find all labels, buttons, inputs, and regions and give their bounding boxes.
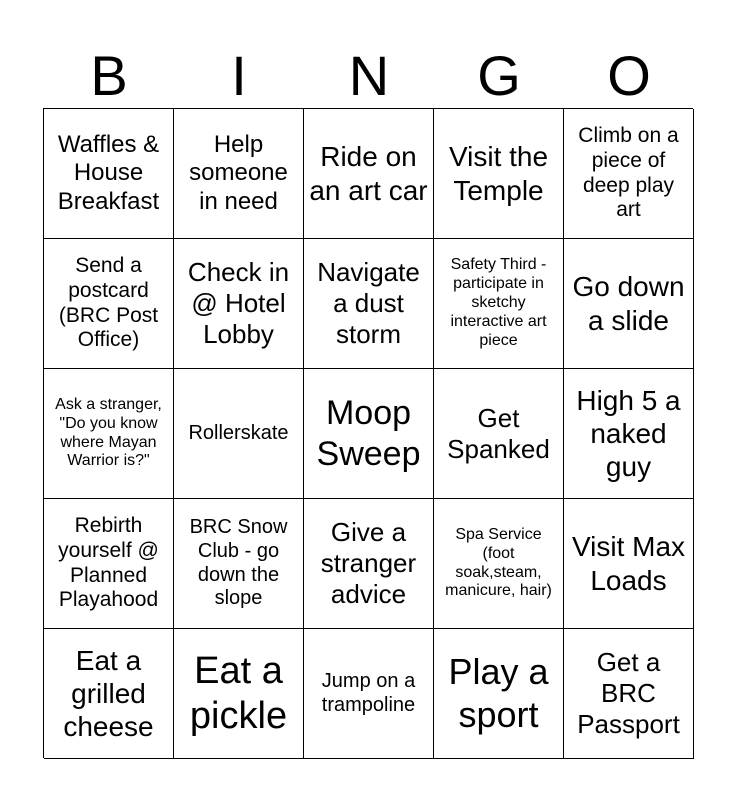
bingo-cell-4-5[interactable]: [564, 499, 694, 629]
bingo-cell-3-3[interactable]: [304, 369, 434, 499]
cell-text: Moop Sweep: [316, 394, 421, 473]
bingo-cell-3-2[interactable]: [174, 369, 304, 499]
bingo-cell-2-1[interactable]: [44, 239, 174, 369]
cell-text: Get a BRC Passport: [577, 647, 680, 739]
cell-text: BRC Snow Club - go down the slope: [189, 516, 288, 610]
cell-text: Safety Third - participate in sketchy interactive art piece: [450, 256, 547, 349]
cell-text: Check in @ Hotel Lobby: [187, 257, 290, 349]
cell-text: Visit the Temple: [448, 141, 549, 206]
header-letter-i: I: [231, 44, 247, 107]
cell-text: Rebirth yourself @ Planned Playahood: [58, 513, 159, 612]
bingo-cell-2-5[interactable]: [564, 239, 694, 369]
cell-text: Send a postcard (BRC Post Office): [58, 253, 159, 352]
cell-text: Eat a grilled cheese: [63, 644, 154, 743]
cell-text: Ride on an art car: [309, 141, 428, 206]
bingo-cell-2-4[interactable]: [434, 239, 564, 369]
cell-text: Spa Service (foot soak,steam, manicure, hair): [445, 525, 552, 600]
bingo-cell-1-4[interactable]: [434, 109, 564, 239]
bingo-cell-2-3[interactable]: [304, 239, 434, 369]
bingo-cell-3-4[interactable]: [434, 369, 564, 499]
cell-text: Jump on a trampoline: [321, 669, 416, 716]
bingo-cell-4-2[interactable]: [174, 499, 304, 629]
bingo-cell-5-3[interactable]: [304, 629, 434, 759]
cell-text: Give a stranger advice: [320, 517, 417, 609]
cell-text: Waffles & House Breakfast: [57, 131, 160, 215]
bingo-cell-3-1[interactable]: [44, 369, 174, 499]
bingo-cell-1-2[interactable]: [174, 109, 304, 239]
header-letter-o: O: [607, 44, 651, 107]
bingo-cell-4-4[interactable]: [434, 499, 564, 629]
bingo-board: [43, 108, 693, 758]
cell-text: High 5 a naked guy: [576, 384, 681, 483]
bingo-cell-5-1[interactable]: [44, 629, 174, 759]
cell-text: Eat a pickle: [189, 649, 288, 737]
bingo-cell-5-4[interactable]: [434, 629, 564, 759]
cell-text: Visit Max Loads: [571, 531, 686, 596]
bingo-cell-4-1[interactable]: [44, 499, 174, 629]
bingo-cell-5-5[interactable]: [564, 629, 694, 759]
bingo-cell-3-5[interactable]: [564, 369, 694, 499]
cell-text: Ask a stranger, "Do you know where Mayan Warrior is?": [55, 395, 162, 470]
header-letter-b: B: [90, 44, 128, 107]
bingo-header: [44, 44, 694, 108]
bingo-cell-4-3[interactable]: [304, 499, 434, 629]
bingo-cell-1-1[interactable]: [44, 109, 174, 239]
cell-text: Rollerskate: [188, 421, 289, 444]
header-letter-n: N: [348, 44, 390, 107]
cell-text: Play a sport: [448, 651, 549, 735]
bingo-cell-1-3[interactable]: [304, 109, 434, 239]
header-letter-g: G: [477, 44, 521, 107]
cell-text: Go down a slide: [572, 271, 685, 336]
bingo-cell-2-2[interactable]: [174, 239, 304, 369]
bingo-cell-1-5[interactable]: [564, 109, 694, 239]
cell-text: Navigate a dust storm: [317, 257, 420, 349]
cell-text: Get Spanked: [447, 402, 550, 464]
cell-text: Climb on a piece of deep play art: [578, 123, 679, 222]
cell-text: Help someone in need: [189, 131, 288, 215]
bingo-cell-5-2[interactable]: [174, 629, 304, 759]
